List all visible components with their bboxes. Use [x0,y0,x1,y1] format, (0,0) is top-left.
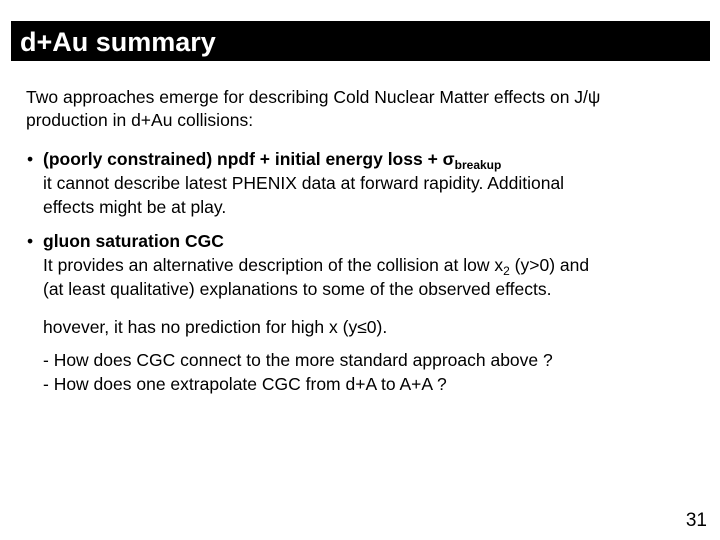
page-number: 31 [685,510,707,531]
sigma-symbol: σ [442,149,455,169]
bullet-dot: • [27,231,34,251]
slide-title: d+Au summary [20,27,216,57]
cgc-line-post: (y>0) and [509,255,590,275]
cgc-line-pre: It provides an alternative description of the collision at low x [43,255,504,275]
intro-line-1: Two approaches emerge for describing Cold Nuclear Matter effects on J/ψ [26,87,601,107]
x-subscript: 2 [503,264,510,278]
intro-line-2: production in d+Au collisions: [26,110,254,130]
question-line: - How does CGC connect to the more standard approach above ? [43,350,553,370]
intro-text [26,86,686,132]
question-line: - How does one extrapolate CGC from d+A to A+A ? [43,374,447,394]
sigma-subscript: breakup [454,158,502,172]
bullet-text-line: (at least qualitative) explanations to some of the observed effects. [43,279,552,299]
bullet-text-line [27,253,697,277]
bullet-text-line: it cannot describe latest PHENIX data at forward rapidity. Additional [43,173,565,193]
bullet-dot: • [27,149,34,169]
bullet-heading-cgc: gluon saturation CGC [43,231,224,251]
bullet-item-cgc [27,229,697,301]
however-note: hovever, it has no prediction for high x (y≤0). [43,317,388,337]
questions [43,348,693,396]
bullet-item-npdf [27,147,697,219]
title-bar [11,21,710,61]
bullet-text-line: effects might be at play. [43,197,227,217]
bullet-heading-npdf: (poorly constrained) npdf + initial energy loss + [43,149,443,169]
